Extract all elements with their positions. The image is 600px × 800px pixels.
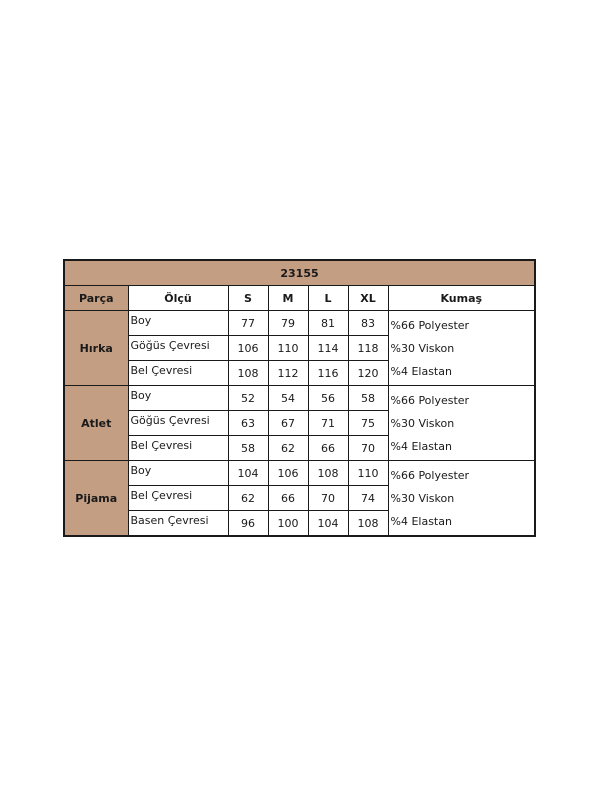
size-value: 118 [348, 336, 388, 361]
measure-label: Boy [128, 386, 228, 411]
fabric-line: %30 Viskon [390, 417, 455, 430]
fabric-composition [388, 311, 535, 386]
table-row [64, 311, 535, 336]
part-name: Pijama [64, 461, 128, 537]
size-value: 62 [268, 436, 308, 461]
header-part: Parça [64, 286, 128, 311]
measure-label: Boy [128, 461, 228, 486]
product-code-title: 23155 [64, 260, 535, 286]
size-value: 104 [228, 461, 268, 486]
size-chart-table [63, 259, 536, 537]
size-value: 116 [308, 361, 348, 386]
part-name: Atlet [64, 386, 128, 461]
size-value: 120 [348, 361, 388, 386]
size-value: 112 [268, 361, 308, 386]
header-measure: Ölçü [128, 286, 228, 311]
measure-label: Boy [128, 311, 228, 336]
size-value: 81 [308, 311, 348, 336]
size-value: 108 [348, 511, 388, 537]
fabric-line: %4 Elastan [390, 440, 452, 453]
size-value: 106 [228, 336, 268, 361]
size-value: 83 [348, 311, 388, 336]
measure-label: Göğüs Çevresi [128, 411, 228, 436]
size-value: 67 [268, 411, 308, 436]
size-value: 104 [308, 511, 348, 537]
size-value: 66 [308, 436, 348, 461]
size-value: 100 [268, 511, 308, 537]
fabric-line: %66 Polyester [390, 319, 470, 332]
table-row [64, 386, 535, 411]
size-value: 52 [228, 386, 268, 411]
header-row [64, 286, 535, 311]
size-value: 58 [228, 436, 268, 461]
size-value: 96 [228, 511, 268, 537]
measure-label: Bel Çevresi [128, 486, 228, 511]
size-value: 110 [348, 461, 388, 486]
size-value: 66 [268, 486, 308, 511]
fabric-line: %30 Viskon [390, 342, 455, 355]
size-value: 63 [228, 411, 268, 436]
measure-label: Göğüs Çevresi [128, 336, 228, 361]
fabric-line: %66 Polyester [390, 469, 470, 482]
measure-label: Bel Çevresi [128, 436, 228, 461]
measure-label: Bel Çevresi [128, 361, 228, 386]
size-value: 58 [348, 386, 388, 411]
size-value: 108 [228, 361, 268, 386]
size-chart-body [64, 260, 535, 536]
size-value: 106 [268, 461, 308, 486]
size-value: 70 [308, 486, 348, 511]
fabric-line: %30 Viskon [390, 492, 455, 505]
size-value: 114 [308, 336, 348, 361]
size-value: 75 [348, 411, 388, 436]
size-value: 62 [228, 486, 268, 511]
fabric-composition [388, 461, 535, 537]
size-value: 79 [268, 311, 308, 336]
fabric-line: %4 Elastan [390, 515, 452, 528]
size-value: 77 [228, 311, 268, 336]
part-name: Hırka [64, 311, 128, 386]
size-value: 71 [308, 411, 348, 436]
size-value: 56 [308, 386, 348, 411]
table-row [64, 461, 535, 486]
size-value: 74 [348, 486, 388, 511]
fabric-line: %4 Elastan [390, 365, 452, 378]
header-fabric: Kumaş [388, 286, 535, 311]
header-size-xl: XL [348, 286, 388, 311]
size-value: 110 [268, 336, 308, 361]
fabric-composition [388, 386, 535, 461]
header-size-s: S [228, 286, 268, 311]
size-value: 108 [308, 461, 348, 486]
header-size-m: M [268, 286, 308, 311]
measure-label: Basen Çevresi [128, 511, 228, 537]
size-value: 70 [348, 436, 388, 461]
fabric-line: %66 Polyester [390, 394, 470, 407]
header-size-l: L [308, 286, 348, 311]
size-value: 54 [268, 386, 308, 411]
